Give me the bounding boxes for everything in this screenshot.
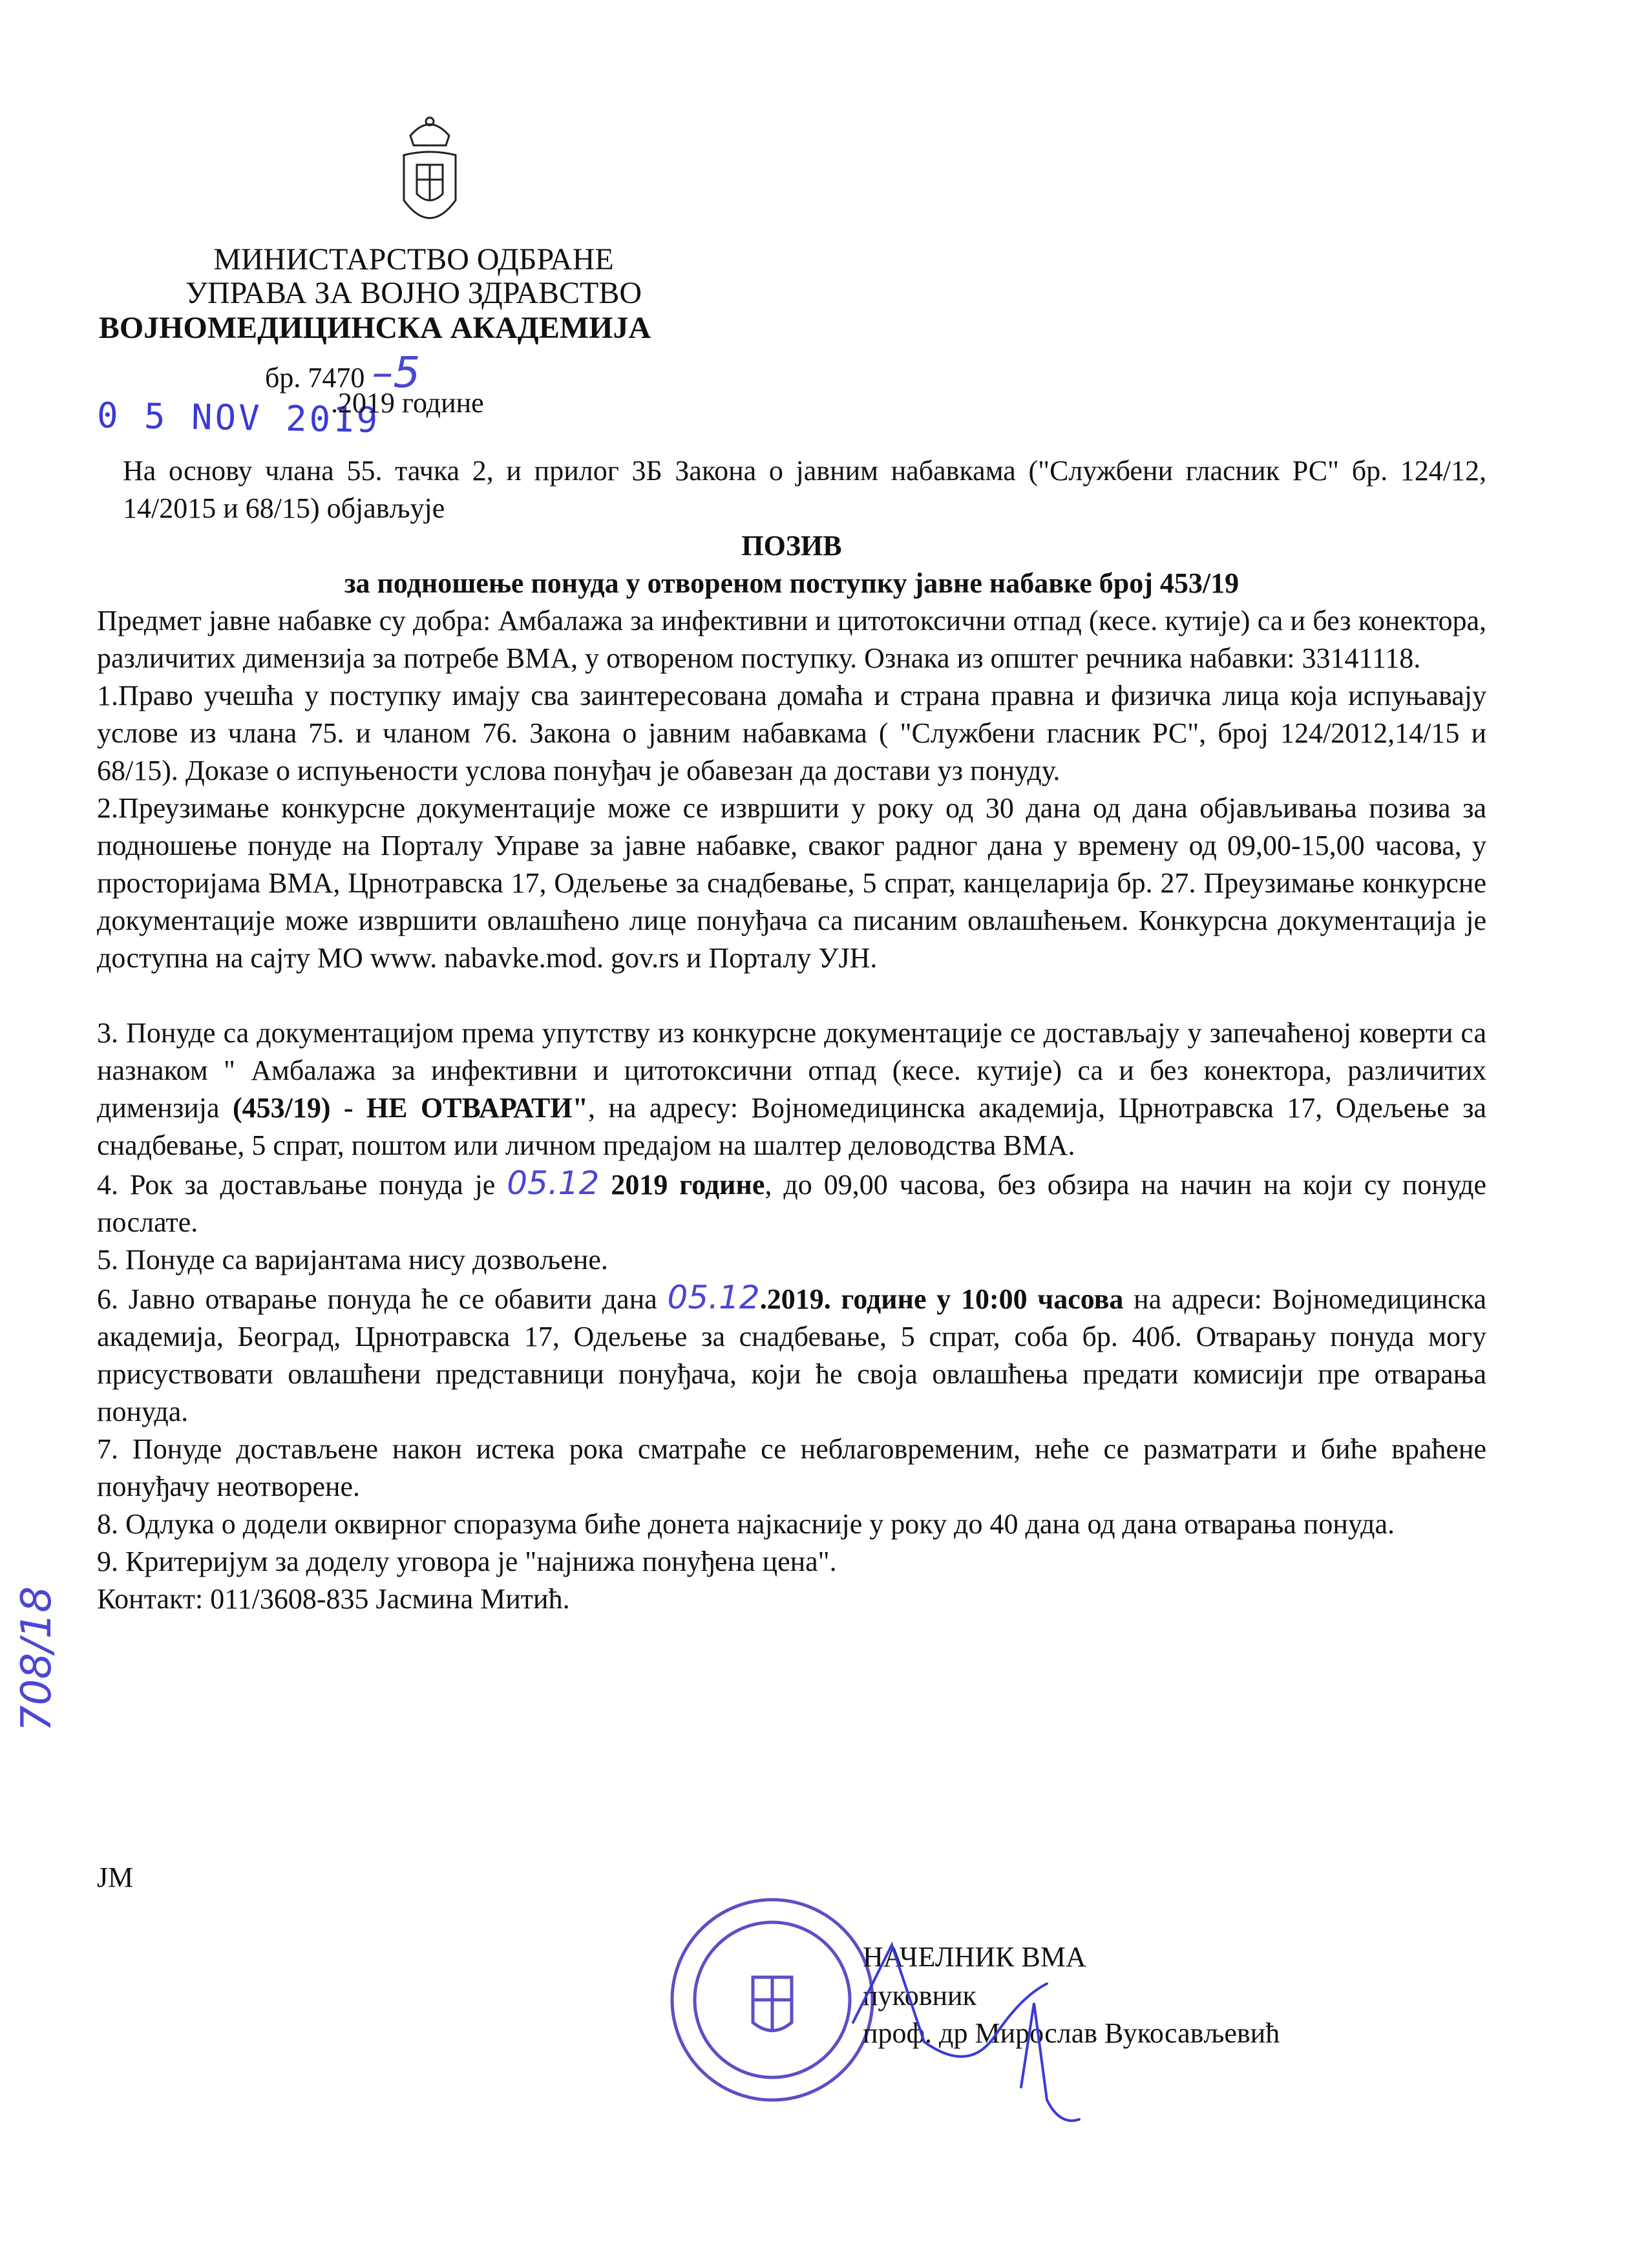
- subject-paragraph: Предмет јавне набавке су добра: Амбалажа за инфективни и цитотоксични отпад (кесе. кутије) са и без конектора, различитих димензија за потребе ВМА, у отвореном поступку. Ознака из општег речника набавки: 33141118.: [97, 605, 1486, 674]
- opening-date-handwritten: 05.12: [667, 1279, 760, 1316]
- date-suffix: .2019 године: [331, 387, 484, 419]
- signatory-title: НАЧЕЛНИК ВМА: [863, 1941, 1086, 1973]
- contact-line: Контакт: 011/3608-835 Јасмина Митић.: [97, 1583, 570, 1615]
- deadline-date-handwritten: 05.12: [507, 1164, 600, 1202]
- item-3: 3. Понуде са документацијом према упутству из конкурсне документације се достављају у запечаћеној коверти са назнаком " Амбалажа за инфективни и цитотоксични отпад (кесе. кутије) са и без конектора, различитих димензија (453/19) - НЕ ОТВАРАТИ", на адресу: Војномедицинска академија, Црнотравска 17, Одељење за снадбевање, 5 спрат, поштом или личном предајом на шалтер деловодства ВМА.: [97, 1017, 1486, 1161]
- item-2: 2.Преузимање конкурсне документације може се извршити у року од 30 дана од дана објављивања позива за подношење понуде на Порталу Управе за јавне набавке, сваког радног дана у времену од 09,00-15,00 часова, у просторијама ВМА, Црнотравска 17, Одељење за снадбевање, 5 спрат, канцеларија бр. 27. Преузимање конкурсне документације може извршити овлашћено лице понуђача са писаним овлашћењем. Конкурсна документација је доступна на сајту МО www. nabavke.mod. gov.rs и Порталу УЈН.: [97, 792, 1486, 974]
- item-7: 7. Понуде достављене након истека рока сматраће се неблаговременим, неће се разматрати и биће враћене понуђачу неотворене.: [97, 1433, 1486, 1502]
- handwritten-signature-icon: [776, 1906, 1099, 2178]
- item-4: 4. Рок за достављање понуда је 05.12 2019 године, до 09,00 часова, без обзира на начин на који су понуде послате.: [97, 1164, 1487, 1238]
- document-subtitle: за подношење понуда у отвореном поступку јавне набавке број 453/19: [344, 567, 1240, 599]
- author-initials: JM: [97, 1862, 134, 1893]
- document-body: [97, 452, 1486, 1618]
- directorate-name: УПРАВА ЗА ВОЈНО ЗДРАВСТВО: [185, 276, 642, 310]
- intro-paragraph: На основу члана 55. тачка 2, и прилог 3Б Закона о јавним набавкама ("Службени гласник РС" бр. 124/12, 14/2015 и 68/15) објављује: [123, 455, 1486, 524]
- reference-suffix-handwritten: –5: [372, 348, 421, 397]
- academy-name: ВОЈНОМЕДИЦИНСКА АКАДЕМИЈА: [98, 311, 651, 345]
- coat-of-arms-icon: [391, 110, 469, 239]
- ministry-name: МИНИСТАРСТВО ОДБРАНЕ: [213, 242, 614, 277]
- item-8: 8. Одлука о додели оквирног споразума биће донета најкасније у року до 40 дана од дана отварања понуда.: [97, 1508, 1395, 1540]
- item-6: 6. Јавно отварање понуда ће се обавити дана 05.12.2019. године у 10:00 часова на адреси: Војномедицинска академија, Београд, Црнотравска 17, Одељење за снадбевање, 5 спрат, соба бр. 40б. Отварању понуда могу присуствовати овлашћени представници понуђача, који ће своја овлашћења предати комисији пре отварања понуда.: [97, 1279, 1487, 1427]
- item-5: 5. Понуде са варијантама нису дозвољене.: [97, 1244, 608, 1276]
- side-note-handwritten: 708/18: [13, 1586, 61, 1732]
- signatory-rank: пуковник: [863, 1980, 976, 2011]
- reference-number-text: бр. 7470: [265, 362, 365, 394]
- document-title: ПОЗИВ: [741, 530, 842, 562]
- item-1: 1.Право учешћа у поступку имају сва заинтересована домаћа и страна правна и физичка лица која испуњавају услове из члана 75. и чланом 76. Закона о јавним набавкама ( "Службени гласник РС", број 124/2012,14/15 и 68/15). Доказе о испуњености услова понуђач је обавезан да достави уз понуду.: [97, 680, 1486, 786]
- item-9: 9. Критеријум за доделу уговора је "најнижа понуђена цена".: [97, 1546, 837, 1577]
- date-stamp: 0 5 NOV 2019: [96, 395, 381, 441]
- signatory-name: проф. др Мирослав Вукосављевић: [863, 2017, 1280, 2049]
